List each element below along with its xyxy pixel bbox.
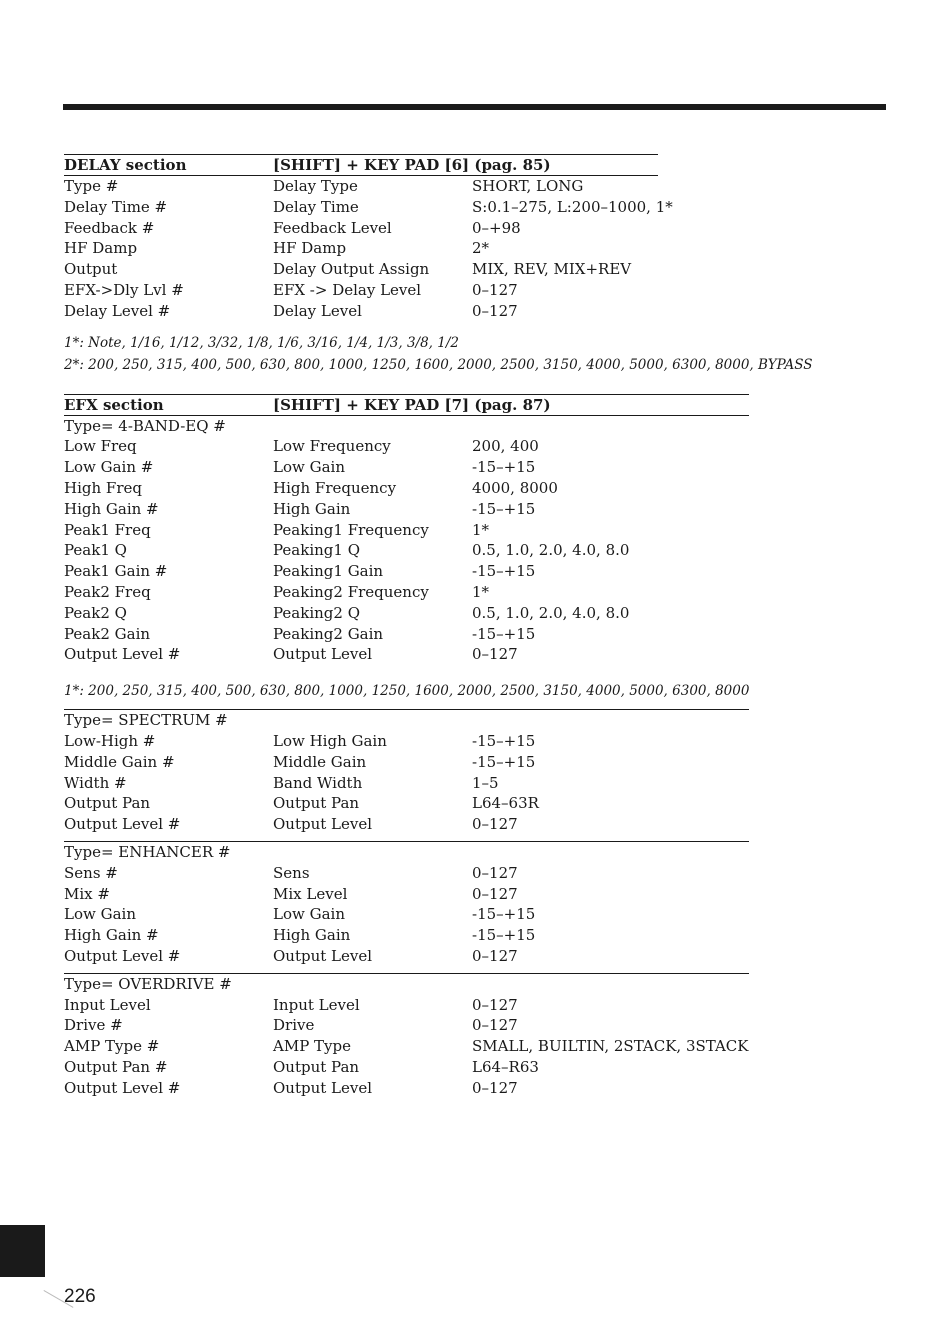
param-description: Sens [273,863,310,882]
param-description: HF Damp [273,239,347,258]
param-description: Delay Level [273,301,362,320]
param-name: Low Freq [64,437,137,456]
section-title: DELAY section [64,156,187,174]
overdrive-rows [64,995,749,1099]
param-description: Mix Level [273,884,348,903]
param-name: Mix # [64,884,110,903]
param-row [64,793,749,814]
param-row [64,478,749,499]
param-description: Output Pan [273,794,360,813]
type-label: Type= ENHANCER # [64,841,749,863]
param-row [64,520,749,541]
param-range: 0–127 [472,884,518,903]
param-range: -15–+15 [472,731,536,750]
param-range: 0–127 [472,645,518,664]
param-description: Peaking1 Frequency [273,520,429,539]
param-range: 0–127 [472,946,518,965]
param-range: SHORT, LONG [472,177,584,195]
param-range: 0.5, 1.0, 2.0, 4.0, 8.0 [472,603,630,622]
page-number: 226 [64,1286,96,1307]
param-description: Drive [273,1016,315,1035]
param-description: Feedback Level [273,218,392,237]
param-range: L64–63R [472,794,539,813]
param-row [64,540,749,561]
param-row [64,280,658,301]
param-range: 0–127 [472,280,518,299]
section-shortcut: [SHIFT] + KEY PAD [7] (pag. 87) [273,395,551,414]
param-name: Sens # [64,863,118,882]
param-description: Input Level [273,995,360,1014]
param-name: Peak2 Freq [64,582,151,601]
param-range: -15–+15 [472,905,536,924]
param-description: EFX -> Delay Level [273,280,422,299]
param-description: High Frequency [273,478,397,497]
param-range: 0–127 [472,995,518,1014]
param-description: Peaking1 Q [273,541,360,560]
param-name: Low-High # [64,731,156,750]
param-name: High Freq [64,478,142,497]
param-description: Delay Time [273,197,359,216]
param-range: 0–127 [472,863,518,882]
param-name: AMP Type # [64,1037,160,1056]
param-description: High Gain [273,926,351,945]
param-description: Delay Type [273,177,358,195]
param-range: 0–127 [472,1016,518,1035]
param-name: Output Level # [64,815,181,834]
param-row [64,731,749,752]
param-range: -15–+15 [472,562,536,581]
param-name: Delay Time # [64,197,168,216]
efx-section [64,394,749,666]
section-title: EFX section [64,395,164,414]
param-range: 0–127 [472,301,518,320]
overdrive-block [64,973,749,1099]
param-description: Output Level [273,1078,373,1097]
param-name: Peak1 Q [64,541,127,560]
param-name: Peak1 Freq [64,520,151,539]
param-range: MIX, REV, MIX+REV [472,260,632,279]
param-name: Type # [64,177,119,195]
param-description: Peaking2 Gain [273,624,384,643]
param-description: Peaking1 Gain [273,562,384,581]
param-row [64,457,749,478]
param-row [64,176,658,197]
param-range: 0–+98 [472,218,521,237]
param-row [64,197,673,218]
param-range: -15–+15 [472,752,536,771]
param-description: Delay Output Assign [273,260,430,279]
param-row [64,218,658,239]
type-label: Type= OVERDRIVE # [64,973,749,995]
param-description: Peaking2 Q [273,603,360,622]
param-description: Output Pan [273,1057,360,1076]
param-name: Peak2 Gain [64,624,151,643]
top-rule [63,104,886,110]
efx-section-header [64,394,749,416]
param-range: 2* [472,239,490,258]
param-row [64,1036,749,1057]
section-shortcut: [SHIFT] + KEY PAD [6] (pag. 85) [273,156,551,174]
param-name: Output Pan [64,794,151,813]
param-name: High Gain # [64,499,159,518]
param-range: 4000, 8000 [472,478,558,497]
param-range: L64–R63 [472,1057,539,1076]
param-range: 1–5 [472,773,499,792]
param-range: SMALL, BUILTIN, 2STACK, 3STACK [472,1037,749,1056]
param-row [64,1078,749,1099]
param-description: High Gain [273,499,351,518]
eq-rows [64,436,749,665]
param-row [64,884,749,905]
page-tab [0,1225,45,1277]
delay-section [64,154,673,322]
param-name: Output Level # [64,946,181,965]
param-row [64,1057,749,1078]
param-row [64,904,749,925]
footnote: 2*: 200, 250, 315, 400, 500, 630, 800, 1000, 1250, 1600, 2000, 2500, 3150, 4000, 5000, 6300, 8000, BYPASS [64,356,813,373]
type-label: Type= SPECTRUM # [64,709,749,731]
param-range: 0–127 [472,815,518,834]
param-description: Middle Gain [273,752,367,771]
param-name: Output [64,260,118,279]
param-name: Input Level [64,995,151,1014]
type-label: Type= 4-BAND-EQ # [64,416,226,435]
param-range: S:0.1–275, L:200–1000, 1* [472,197,673,216]
enhancer-rows [64,863,749,967]
param-description: Output Level [273,946,373,965]
param-description: Output Level [273,645,373,664]
param-name: High Gain # [64,926,159,945]
param-name: Low Gain # [64,458,154,477]
param-name: Low Gain [64,905,136,924]
param-range: 0–127 [472,1078,518,1097]
param-range: -15–+15 [472,499,536,518]
footnote: 1*: 200, 250, 315, 400, 500, 630, 800, 1000, 1250, 1600, 2000, 2500, 3150, 4000, 5000, 6300, 8000 [64,683,750,700]
param-name: HF Damp [64,239,138,258]
param-row [64,995,749,1016]
param-row [64,499,749,520]
param-range: 200, 400 [472,437,539,456]
param-name: Middle Gain # [64,752,175,771]
param-name: Peak1 Gain # [64,562,168,581]
param-description: AMP Type [273,1037,352,1056]
param-range: -15–+15 [472,926,536,945]
param-row [64,582,749,603]
param-description: Low Gain [273,905,345,924]
param-description: Output Level [273,815,373,834]
param-range: 1* [472,582,490,601]
param-row [64,436,749,457]
parameter-tables [64,154,813,1098]
param-description: Peaking2 Frequency [273,582,429,601]
footnote: 1*: Note, 1/16, 1/12, 3/32, 1/8, 1/6, 3/16, 1/4, 1/3, 3/8, 1/2 [64,334,459,351]
param-range: 1* [472,520,490,539]
param-row [64,624,749,645]
param-description: Low Gain [273,458,345,477]
spectrum-block [64,709,749,835]
param-row [64,946,749,967]
spectrum-rows [64,731,749,835]
param-row [64,773,749,794]
param-range: -15–+15 [472,458,536,477]
param-name: Output Pan # [64,1057,168,1076]
param-row [64,863,749,884]
param-row [64,561,749,582]
param-row [64,1015,749,1036]
param-name: Delay Level # [64,301,171,320]
delay-section-header [64,154,658,176]
param-description: Low High Gain [273,731,387,750]
param-name: EFX->Dly Lvl # [64,280,184,299]
param-row [64,752,749,773]
param-name: Output Level # [64,645,181,664]
enhancer-block [64,841,749,967]
param-name: Width # [64,773,127,792]
delay-rows [64,176,673,322]
param-row [64,301,658,322]
param-row [64,238,658,259]
param-name: Output Level # [64,1078,181,1097]
param-row [64,925,749,946]
param-range: -15–+15 [472,624,536,643]
param-row [64,644,749,665]
param-range: 0.5, 1.0, 2.0, 4.0, 8.0 [472,541,630,560]
param-name: Peak2 Q [64,603,127,622]
param-row [64,259,658,280]
param-name: Drive # [64,1016,123,1035]
param-name: Feedback # [64,218,155,237]
param-row [64,603,749,624]
param-description: Band Width [273,773,363,792]
param-row [64,814,749,835]
param-description: Low Frequency [273,437,391,456]
